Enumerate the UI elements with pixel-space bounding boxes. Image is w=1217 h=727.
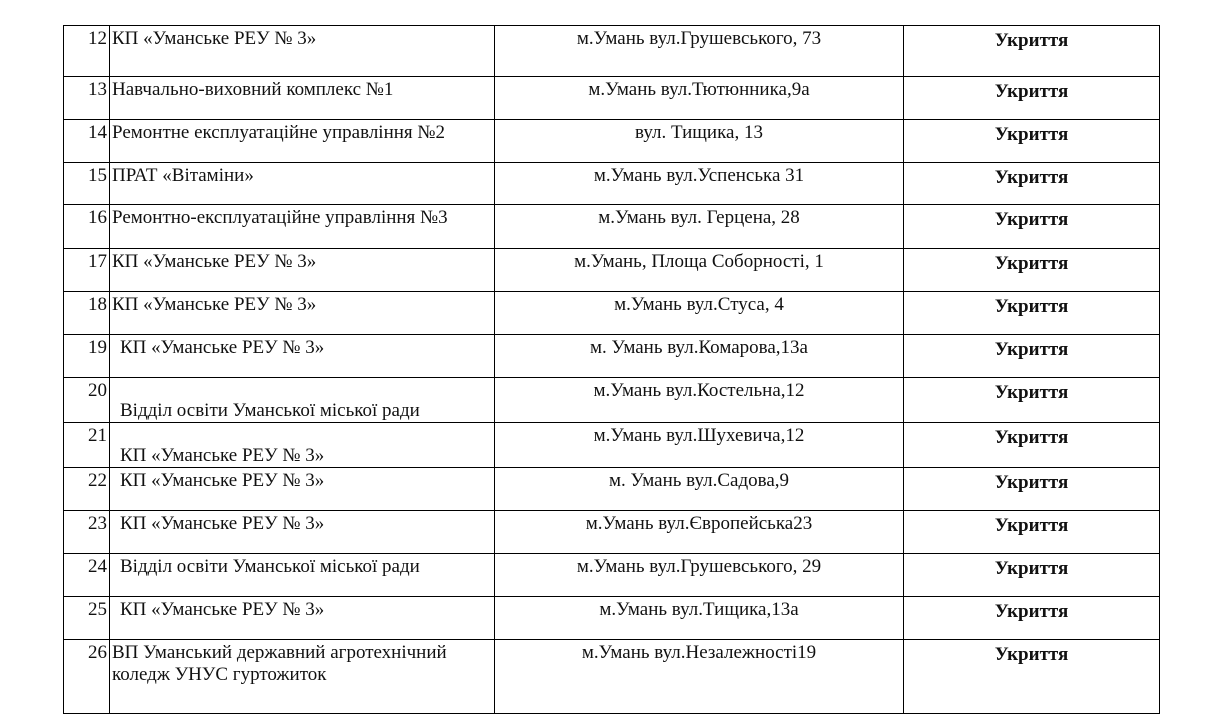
address-cell: вул. Тищика, 13 [495,120,904,163]
table-row [64,249,1160,292]
organization-cell [110,468,495,511]
organization-cell: Навчально-виховний комплекс №1 [110,77,495,120]
facility-type-cell: Укриття [904,77,1160,120]
row-number: 14 [64,120,110,163]
table-row [64,292,1160,335]
organization-cell: Ремонтно-експлуатаційне управління №3 [110,205,495,249]
organization-cell: ВП Уманський державний агротехнічний коледж УНУС гуртожиток [110,640,495,714]
facility-type-cell: Укриття [904,378,1160,423]
organization-cell: Ремонтне експлуатаційне управління №2 [110,120,495,163]
table-row [64,77,1160,120]
table-row [64,597,1160,640]
table-row [64,640,1160,714]
organization-cell [110,511,495,554]
organization-text: КП «Уманське РЕУ № 3» [120,470,325,491]
address-cell: м.Умань вул.Грушевського, 73 [495,26,904,77]
facility-type-cell: Укриття [904,554,1160,597]
address-cell: м.Умань вул.Успенська 31 [495,163,904,205]
facility-type-cell: Укриття [904,163,1160,205]
table-row [64,511,1160,554]
facility-type-cell: Укриття [904,423,1160,468]
address-cell: м.Умань вул.Незалежності19 [495,640,904,714]
address-cell: м. Умань вул.Садова,9 [495,468,904,511]
row-number: 19 [64,335,110,378]
address-cell: м. Умань вул.Комарова,13а [495,335,904,378]
address-cell: м.Умань вул.Тютюнника,9а [495,77,904,120]
organization-cell [110,335,495,378]
organization-text: КП «Уманське РЕУ № 3» [120,445,325,466]
organization-cell: ПРАТ «Вітаміни» [110,163,495,205]
organization-text: КП «Уманське РЕУ № 3» [120,513,325,534]
organization-text: КП «Уманське РЕУ № 3» [120,599,325,620]
table-row [64,468,1160,511]
row-number: 13 [64,77,110,120]
facility-type-cell: Укриття [904,597,1160,640]
table-row [64,423,1160,468]
organization-cell: КП «Уманське РЕУ № 3» [110,26,495,77]
table-row [64,163,1160,205]
organization-cell [110,597,495,640]
row-number: 15 [64,163,110,205]
table-row [64,554,1160,597]
row-number: 26 [64,640,110,714]
table-row [64,26,1160,77]
organization-text: Відділ освіти Уманської міської ради [120,400,420,421]
shelters-table [63,25,1160,714]
organization-cell [110,554,495,597]
facility-type-cell: Укриття [904,335,1160,378]
row-number: 25 [64,597,110,640]
organization-cell [110,423,495,468]
facility-type-cell: Укриття [904,292,1160,335]
organization-text: КП «Уманське РЕУ № 3» [120,337,325,358]
facility-type-cell: Укриття [904,205,1160,249]
row-number: 12 [64,26,110,77]
address-cell: м.Умань вул.Грушевського, 29 [495,554,904,597]
address-cell: м.Умань, Площа Соборності, 1 [495,249,904,292]
row-number: 23 [64,511,110,554]
row-number: 24 [64,554,110,597]
facility-type-cell: Укриття [904,511,1160,554]
row-number: 21 [64,423,110,468]
row-number: 20 [64,378,110,423]
facility-type-cell: Укриття [904,468,1160,511]
row-number: 18 [64,292,110,335]
organization-text: Відділ освіти Уманської міської ради [120,556,420,577]
address-cell: м.Умань вул.Шухевича,12 [495,423,904,468]
organization-cell [110,378,495,423]
table-row [64,120,1160,163]
facility-type-cell: Укриття [904,640,1160,714]
address-cell: м.Умань вул. Герцена, 28 [495,205,904,249]
facility-type-cell: Укриття [904,249,1160,292]
address-cell: м.Умань вул.Тищика,13а [495,597,904,640]
address-cell: м.Умань вул.Європейська23 [495,511,904,554]
organization-cell: КП «Уманське РЕУ № 3» [110,292,495,335]
row-number: 17 [64,249,110,292]
row-number: 22 [64,468,110,511]
row-number: 16 [64,205,110,249]
facility-type-cell: Укриття [904,120,1160,163]
facility-type-cell: Укриття [904,26,1160,77]
organization-cell: КП «Уманське РЕУ № 3» [110,249,495,292]
table-row [64,378,1160,423]
address-cell: м.Умань вул.Стуса, 4 [495,292,904,335]
table-row [64,335,1160,378]
address-cell: м.Умань вул.Костельна,12 [495,378,904,423]
table-row [64,205,1160,249]
